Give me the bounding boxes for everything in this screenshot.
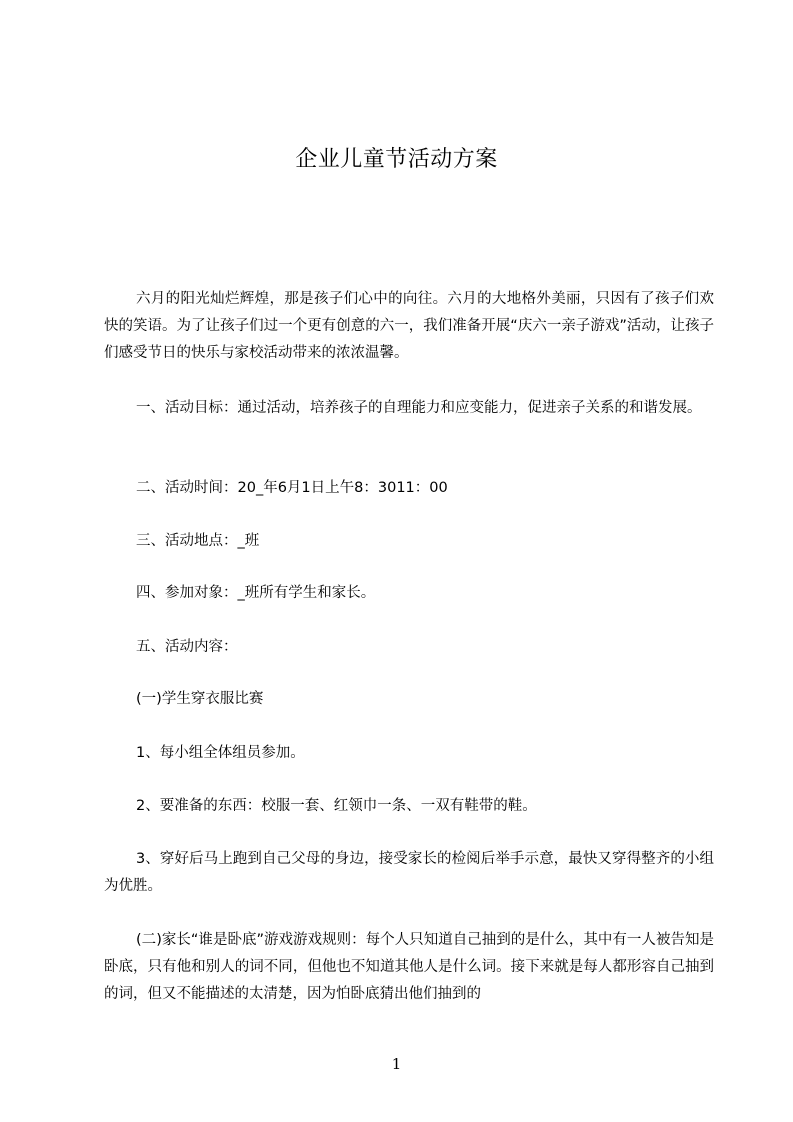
- rule-item-2: 2、要准备的东西：校服一套、红领巾一条、一双有鞋带的鞋。: [136, 798, 537, 814]
- section-goal-paragraph: 一、活动目标：通过活动，培养孩子的自理能力和应变能力，促进亲子关系的和谐发展。: [136, 400, 702, 416]
- rule-item-1: 1、每小组全体组员参加。: [136, 745, 305, 761]
- subsection-undercover-game-paragraph: (二)家长“谁是卧底”游戏游戏规则：每个人只知道自己抽到的是什么，其中有一人被告知是卧底，只有他和别人的词不同，但他也不知道其他人是什么词。接下来就是每人都形容自己抽到的词，但又不能描述的太清楚，因为怕卧底猜出他们抽到的: [104, 932, 714, 1002]
- section-time-line: 二、活动时间：20_年6月1日上午8：3011：00: [136, 480, 448, 496]
- page-number: 1: [391, 1055, 402, 1073]
- subsection-dressing-contest-heading: (一)学生穿衣服比赛: [136, 691, 264, 707]
- section-location-line: 三、活动地点：_班: [136, 533, 260, 549]
- document-title: 企业儿童节活动方案: [295, 147, 498, 172]
- rule-item-3: 3、穿好后马上跑到自己父母的身边，接受家长的检阅后举手示意，最快又穿得整齐的小组为优胜。: [104, 851, 714, 894]
- section-content-heading: 五、活动内容：: [136, 639, 238, 655]
- section-participants-line: 四、参加对象：_班所有学生和家长。: [136, 585, 376, 601]
- intro-paragraph: 六月的阳光灿烂辉煌，那是孩子们心中的向往。六月的大地格外美丽，只因有了孩子们欢快的笑语。为了让孩子们过一个更有创意的六一，我们准备开展“庆六一亲子游戏”活动，让孩子们感受节日的快乐与家校活动带来的浓浓温馨。: [104, 291, 714, 361]
